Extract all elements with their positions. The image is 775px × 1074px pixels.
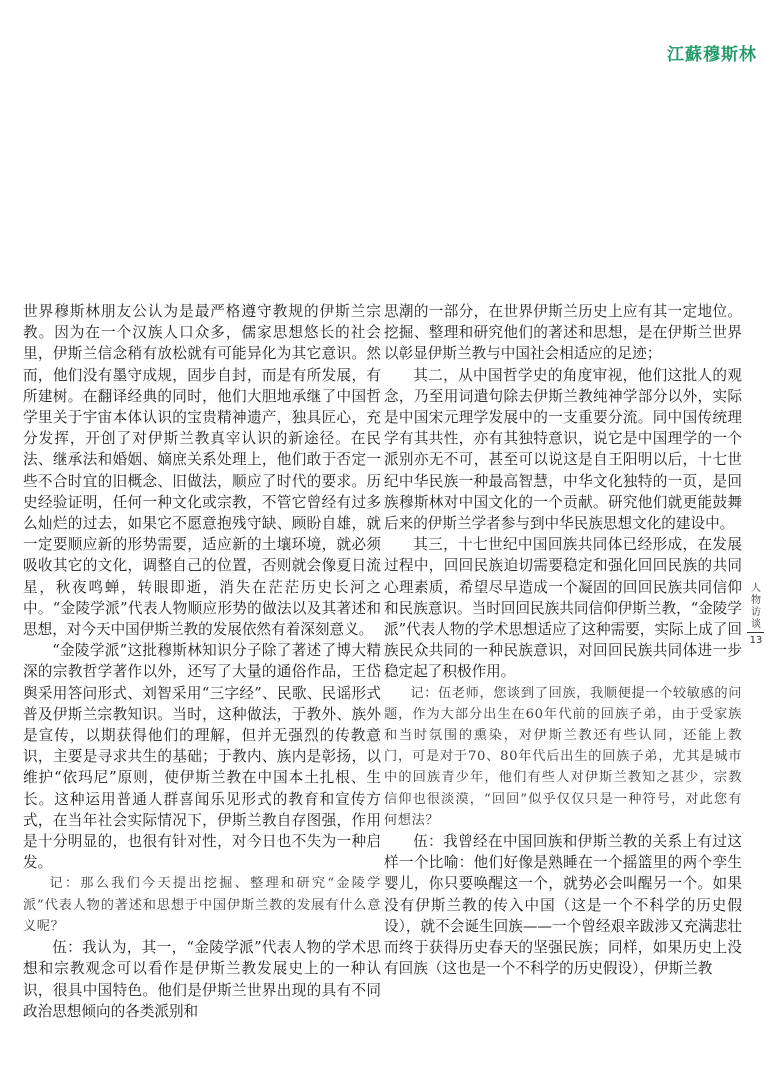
interviewer-question: 记：那么我们今天提出挖掘、整理和研究“金陵学派”代表人物的著述和思想于中国伊斯兰教的发展有什么意义呢？	[23, 876, 381, 934]
magazine-masthead: 江蘇穆斯林	[667, 45, 757, 65]
page-number: 13	[749, 635, 763, 646]
paragraph: 伍：我认为，其一，“金陵学派”代表人物的学术思想和宗教观念可以看作是伊斯兰教发展史上的一种认识，很具中国特色。他们是伊斯兰世界出现的具有不同政治思想倾向的各类派别和	[23, 939, 381, 1020]
interviewer-question: 记：伍老师，您谈到了回族，我顺便提一个较敏感的问题，作为大部分出生在60年代前的回族子弟，由于受家族和当时氛围的熏染，对伊斯兰教还有些认同，还能上教门，可是对于70、80年代后出生的回族子弟，尤其是城市中的回族青少年，他们有些人对伊斯兰教知之甚少，宗教信仰也很淡漠，“回回”似乎仅仅只是一种符号，对此您有何想法？	[384, 685, 742, 828]
paragraph: “金陵学派”这批穆斯林知识分子除了著述了博大精深的宗教哲学著作以外，还写了大量的通俗作品，王岱舆采用答问形式、刘智采用“三字经”、民歌、民谣形式普及伊斯兰宗教知识。当时，这种做法，于教外、族外是宣传，以期获得他们的理解，但并无强烈的传教意识，主要是寻求共生的基础；于教内、族内是彰扬，以维护“依玛尼”原则，使伊斯兰教在中国本土扎根、生长。这种运用普通人群喜闻乐见形式的教育和宣传方式，在当年社会实际情况下，伊斯兰教自存图强，作用是十分明显的，也很有针对性，对今日也不失为一种启发。	[23, 642, 381, 872]
section-divider	[747, 632, 764, 633]
section-label: 人物访谈	[751, 583, 761, 630]
paragraph: 其二，从中国哲学史的角度审视，他们这批人的观念，乃至用词遣句除去伊斯兰教纯神学部分以外，实际是中国宋元理学发展中的一支重要分流。同中国传统理学有其共性，亦有其独特意识，说它是中国理学的一个派别亦无不可，甚至可以说这是自王阳明以后，十七世纪中华民族一种最高智慧，中华文化独特的一页，是回族穆斯林对中国文化的一个贡献。研究他们就更能鼓舞后来的伊斯兰学者参与到中华民族思想文化的建设中。	[384, 366, 742, 533]
paragraph: 思潮的一部分，在世界伊斯兰历史上应有其一定地位。挖掘、整理和研究他们的著述和思想，是在伊斯兰世界以彰显伊斯兰教与中国社会相适应的足迹；	[384, 303, 742, 363]
paragraph: 其三，十七世纪中国回族共同体已经形成，在发展过程中，回回民族迫切需要稳定和强化回回民族的共同心理素质，希望尽早造成一个凝固的回回民族共同信仰和民族意识。当时回回民族共同信仰伊斯兰教，“金陵学派”代表人物的学术思想适应了这种需要，实际上成了回族民众共同的一种民族意识，对回回民族共同体进一步稳定起了积极作用。	[384, 536, 742, 681]
left-column	[23, 301, 381, 1022]
paragraph: 伍：我曾经在中国回族和伊斯兰教的关系上有过这样一个比喻：他们好像是熟睡在一个摇篮里的两个孪生婴儿，你只要唤醒这一个，就势必会叫醒另一个。如果没有伊斯兰教的传入中国（这是一个不科学的历史假设），就不会诞生回族——一个曾经艰辛跋涉又充满悲壮而终于获得历史春天的坚强民族；同样，如果历史上没有回族（这也是一个不科学的历史假设），伊斯兰教	[384, 833, 742, 978]
right-column	[384, 301, 742, 980]
paragraph: 世界穆斯林朋友公认为是最严格遵守教规的伊斯兰宗教。因为在一个汉族人口众多，儒家思想悠长的社会里，伊斯兰信念稍有放松就有可能异化为其它意识。然而，他们没有墨守成规，固步自封，而是有所发展，有所建树。在翻译经典的同时，他们大胆地承继了中国哲学里关于宇宙本体认识的宝贵精神遗产，独具匠心，充分发挥，开创了对伊斯兰教真宰认识的新途径。在民法、继承法和婚姻、嫡庶关系处理上，他们敢于否定一些不合时宜的旧概念、旧做法，顺应了时代的要求。历史经验证明，任何一种文化或宗教，不管它曾经有过多么灿烂的过去，如果它不愿意抱残守缺、顾盼自雄，就一定要顺应新的形势需要，适应新的土壤环境，就必须吸收其它的文化，调整自己的位置，否则就会像夏日流星，秋夜鸣蝉，转眼即逝，消失在茫茫历史长河之中。“金陵学派”代表人物顺应形势的做法以及其著述和思想，对今天中国伊斯兰教的发展依然有着深刻意义。	[23, 303, 381, 639]
